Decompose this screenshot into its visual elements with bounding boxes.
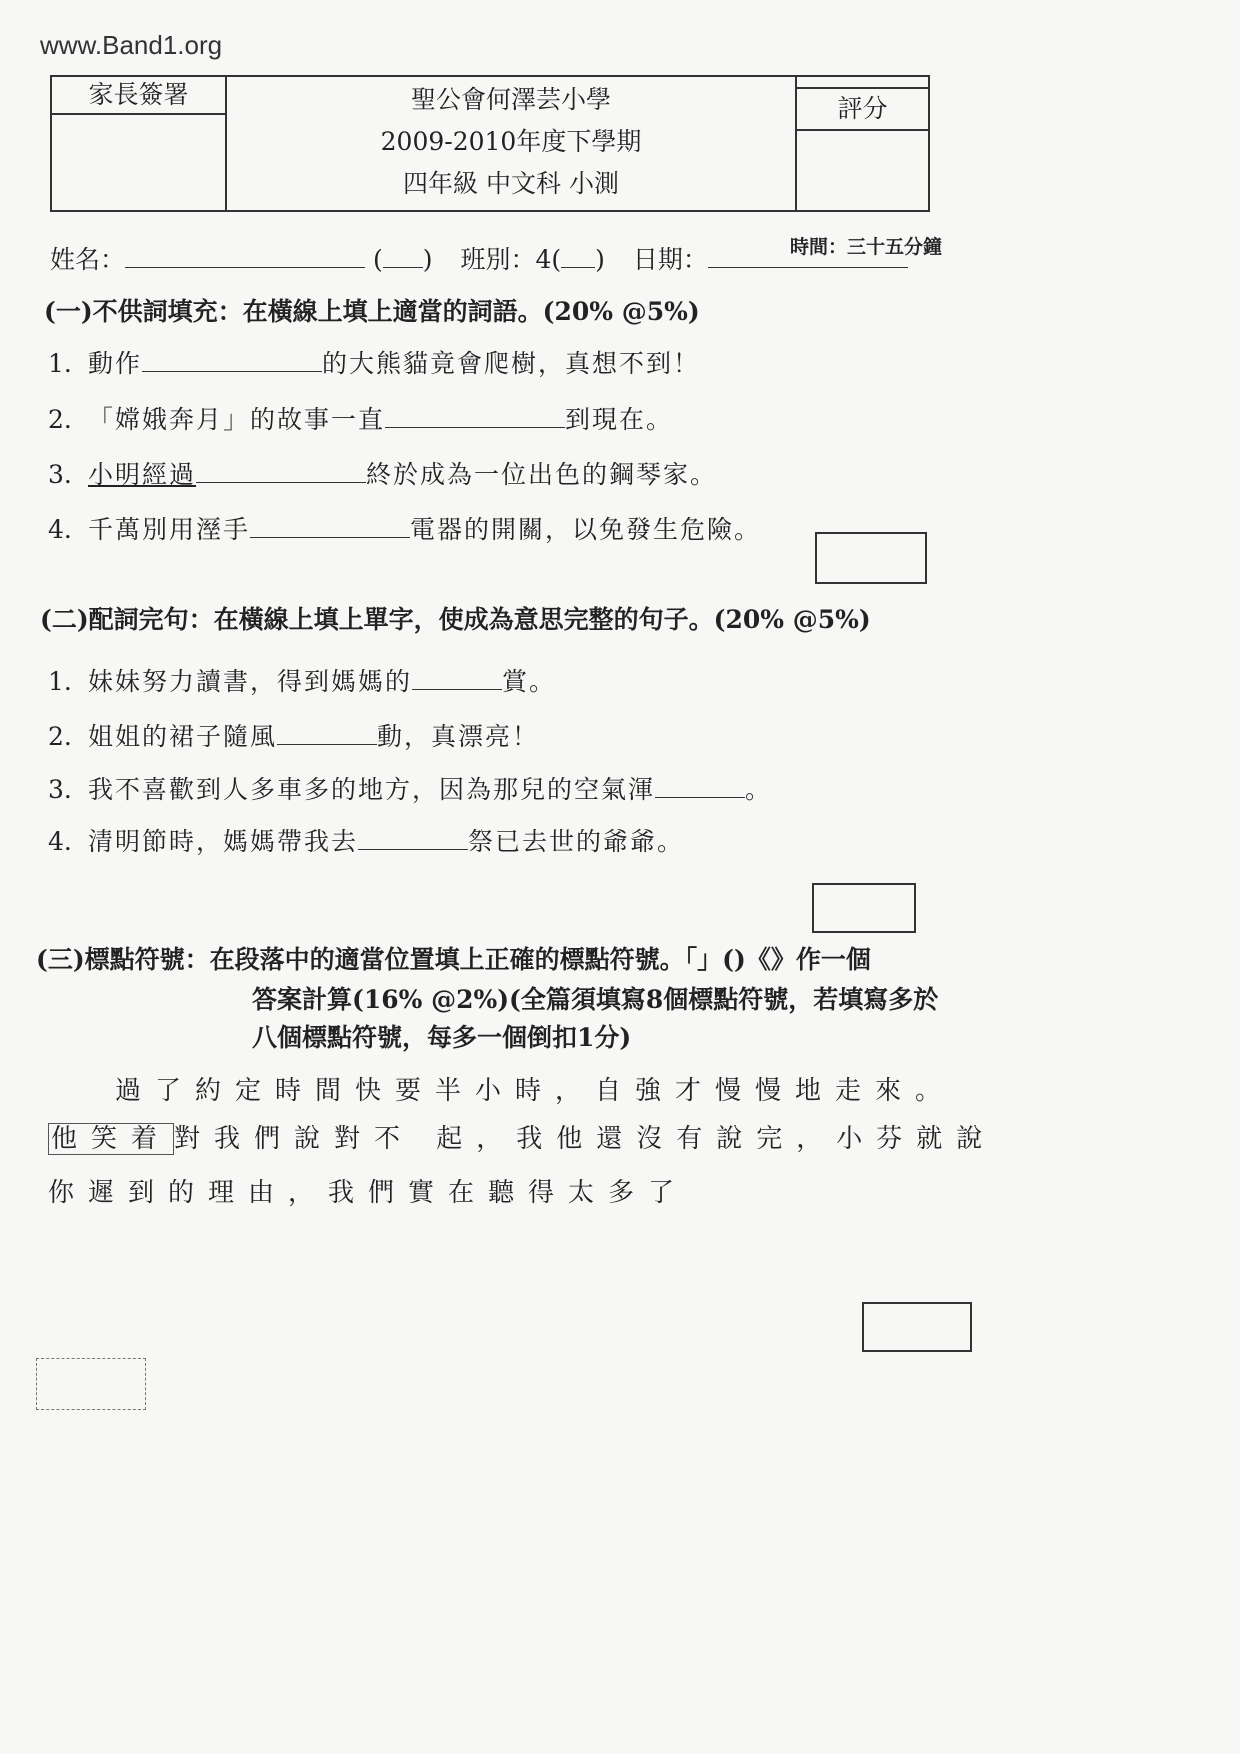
passage-line-3: 你遲到的理由，我們實在聽得太多了 xyxy=(48,1178,689,1208)
school-info-cell xyxy=(227,77,797,210)
time-allowed: 時間：三十五分鐘 xyxy=(790,236,943,258)
section1-title: (一)不供詞填充：在橫線上填上適當的詞語。(20% @5%) xyxy=(44,297,700,326)
s1-question-1: 1. 動作 的大熊貓竟會爬樹，真想不到！ xyxy=(48,344,700,380)
s2-question-2: 2. 姐姐的裙子隨風 動，真漂亮！ xyxy=(48,717,539,753)
school-name: 聖公會何澤芸小學 xyxy=(410,85,611,114)
name-label: 姓名： xyxy=(50,245,126,274)
section3-title-line3: 八個標點符號，每多一個倒扣1分) xyxy=(252,1023,632,1052)
parent-signature-label: 家長簽署 xyxy=(52,77,225,115)
s2-question-1: 1. 妹妹努力讀書，得到媽媽的 賞。 xyxy=(48,662,556,698)
date-field[interactable] xyxy=(708,241,908,268)
score-cell xyxy=(797,77,928,210)
s1-question-3: 3. 小明經過 終於成為一位出色的鋼琴家。 xyxy=(48,455,717,491)
faint-box-mark xyxy=(36,1358,146,1410)
class-number-open: ( xyxy=(372,245,383,274)
section2-title: (二)配詞完句：在橫線上填上單字，使成為意思完整的句子。(20% @5%) xyxy=(40,605,871,634)
s1-question-2: 2. 「嫦娥奔月」的故事一直 到現在。 xyxy=(48,400,673,436)
s1-q3-answer[interactable] xyxy=(196,456,366,483)
name-field[interactable] xyxy=(125,241,365,268)
s2-q1-answer[interactable] xyxy=(412,663,502,690)
passage-boxed-words: 他笑着 xyxy=(48,1123,174,1155)
class-field[interactable] xyxy=(561,241,595,268)
class-label: 班別：4( xyxy=(460,245,562,274)
s2-question-3: 3. 我不喜歡到人多車多的地方，因為那兒的空氣渾 。 xyxy=(48,770,772,806)
s1-question-4: 4. 千萬別用溼手 電器的開關，以免發生危險。 xyxy=(48,510,761,546)
s1-q4-answer[interactable] xyxy=(250,511,410,538)
class-close: ) xyxy=(595,245,605,274)
s2-q4-answer[interactable] xyxy=(358,823,468,850)
section1-score-box[interactable] xyxy=(815,532,927,584)
passage-line-2-text: 對我們說對不 起，我他還沒有說完，小芬就說 xyxy=(174,1124,997,1154)
student-info-row xyxy=(50,240,908,276)
s2-q3-answer[interactable] xyxy=(655,771,745,798)
section3-title-line2: 答案計算(16% @2%)(全篇須填寫8個標點符號，若填寫多於 xyxy=(252,985,939,1014)
class-number-close: ) xyxy=(422,245,433,274)
site-watermark: www.Band1.org xyxy=(40,30,223,60)
passage-line-1: 過了約定時間快要半小時，自強才慢慢地走來。 xyxy=(115,1076,956,1106)
section3-title-line1: (三)標點符號：在段落中的適當位置填上正確的標點符號。「」()《》作一個 xyxy=(36,945,871,974)
s1-q2-answer[interactable] xyxy=(385,401,565,428)
section3-score-box[interactable] xyxy=(862,1302,972,1352)
class-number-field[interactable] xyxy=(383,241,423,268)
date-label: 日期： xyxy=(632,245,708,274)
school-year: 2009-2010年度下學期 xyxy=(380,127,642,156)
s2-q2-answer[interactable] xyxy=(277,718,377,745)
s2-question-4: 4. 清明節時，媽媽帶我去 祭已去世的爺爺。 xyxy=(48,822,684,858)
header-table xyxy=(50,75,930,212)
score-label: 評分 xyxy=(797,87,928,131)
parent-signature-cell xyxy=(52,77,227,210)
passage-line-2 xyxy=(48,1118,996,1155)
section2-score-box[interactable] xyxy=(812,883,916,933)
test-subject: 四年級 中文科 小測 xyxy=(403,169,619,198)
s1-q1-answer[interactable] xyxy=(142,345,322,372)
